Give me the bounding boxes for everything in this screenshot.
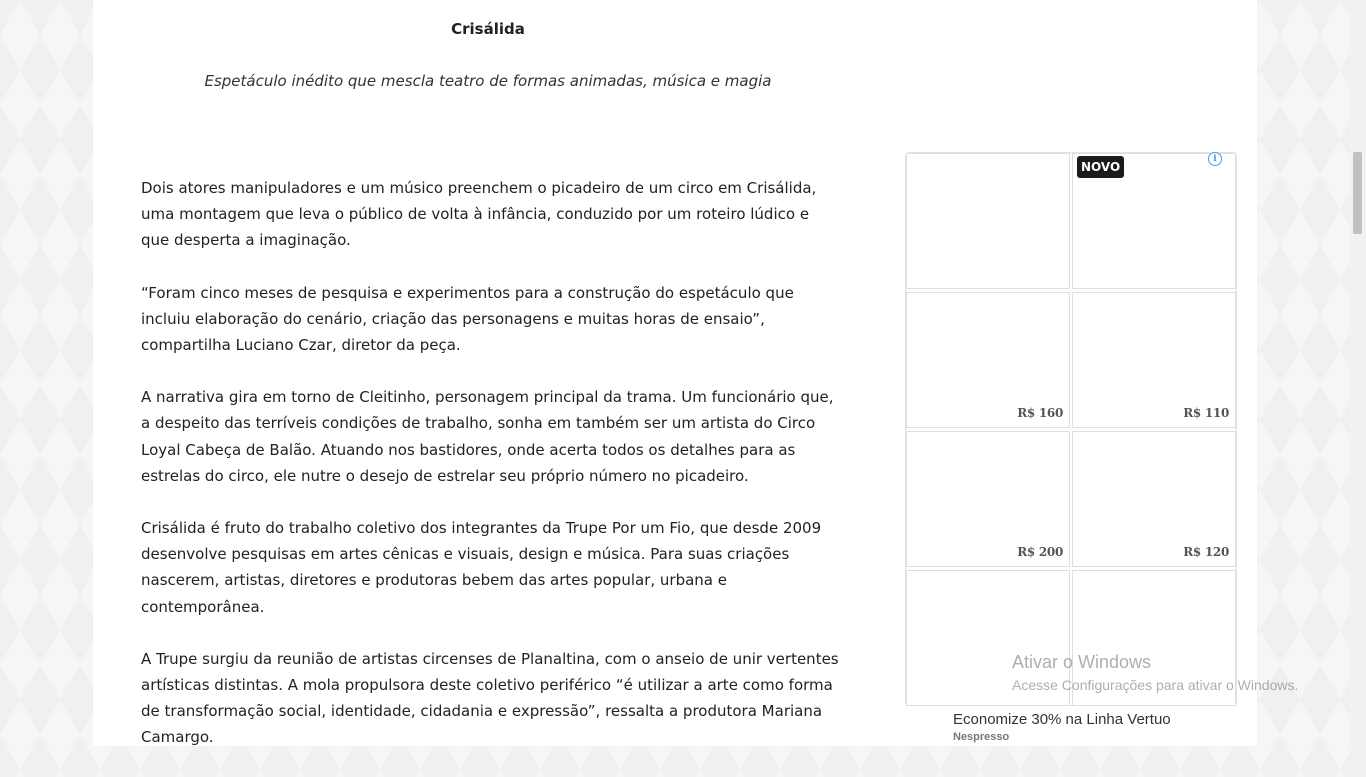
price-label: R$ 120 bbox=[1183, 545, 1229, 559]
price-label: R$ 160 bbox=[1017, 406, 1063, 420]
paragraph-2: “Foram cinco meses de pesquisa e experimentos para a construção do espetáculo que incluiu elaboração do cenário, criação das personagens e muitas horas de ensaio”, compartilha Luciano Czar, diretor da peça. bbox=[141, 283, 794, 355]
article-subtitle: Espetáculo inédito que mescla teatro de formas animadas, música e magia bbox=[204, 72, 772, 90]
paragraph-1: Dois atores manipuladores e um músico preenchem o picadeiro de um circo em Crisálida, uma montagem que leva o público de volta à infância, conduzido por um roteiro lúdico e que desperta a imaginação. bbox=[141, 179, 817, 250]
ad-tile[interactable] bbox=[1072, 431, 1236, 567]
ad-info-icon[interactable]: i bbox=[1208, 152, 1222, 166]
ad-brand: Nespresso bbox=[953, 731, 1010, 743]
windows-activation-title: Ativar o Windows bbox=[1012, 652, 1152, 672]
paragraph-5: A Trupe surgiu da reunião de artistas circenses de Planaltina, com o anseio de unir vertentes artísticas distintas. A mola propulsora deste coletivo periférico “é utilizar a arte como forma de transformação social, identidade, cidadania e expressão”, ressalta a produtora Mariana Camargo. bbox=[141, 649, 839, 747]
page-scrollbar[interactable] bbox=[1349, 0, 1366, 746]
paragraph-3: A narrativa gira em torno de Cleitinho, personagem principal da trama. Um funcionário que, a despeito das terríveis condições de trabalho, sonha em também ser um artista do Circo Loyal Cabeça de Balão. Atuando nos bastidores, onde acerta todos os detalhes para as estrelas do circo, ele nutre o desejo de estrelar seu próprio número no picadeiro. bbox=[141, 388, 834, 485]
new-badge: NOVO bbox=[1077, 156, 1124, 178]
ad-tile[interactable] bbox=[906, 431, 1070, 567]
price-label: R$ 110 bbox=[1183, 406, 1229, 420]
article-body bbox=[141, 175, 841, 777]
page-container bbox=[93, 0, 1257, 746]
article-title: Crisálida bbox=[451, 20, 525, 38]
ad-tile[interactable] bbox=[906, 153, 1070, 289]
ad-tile[interactable] bbox=[1072, 153, 1236, 289]
ad-tile[interactable] bbox=[906, 292, 1070, 428]
scrollbar-thumb[interactable] bbox=[1353, 152, 1362, 234]
ad-product-grid[interactable] bbox=[905, 152, 1237, 706]
ad-title-link[interactable]: Economize 30% na Linha Vertuo bbox=[953, 711, 1171, 728]
windows-activation-text: Acesse Configurações para ativar o Windows. bbox=[1012, 677, 1299, 693]
price-label: R$ 200 bbox=[1017, 545, 1063, 559]
paragraph-4: Crisálida é fruto do trabalho coletivo dos integrantes da Trupe Por um Fio, que desde 2009 desenvolve pesquisas em artes cênicas e visuais, design e música. Para suas criações nascerem, artistas, diretores e produtoras bebem das artes popular, urbana e contemporânea. bbox=[141, 519, 822, 616]
ad-tile[interactable] bbox=[1072, 292, 1236, 428]
